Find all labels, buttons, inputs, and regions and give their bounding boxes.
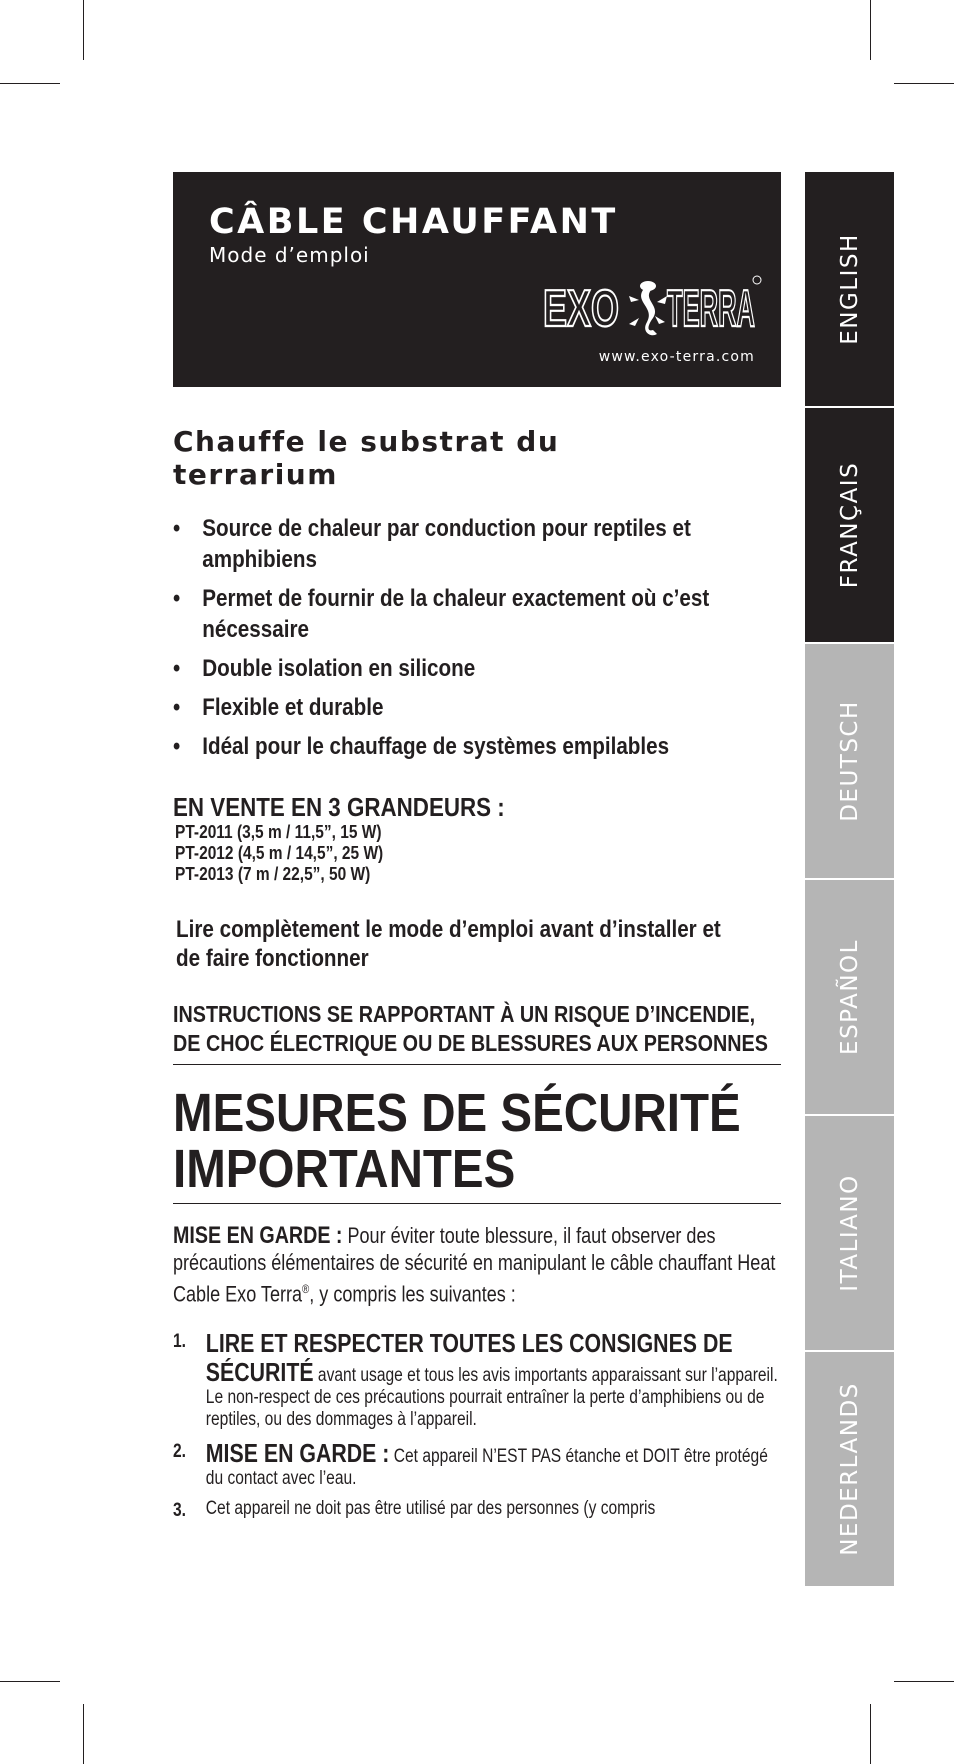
document-body	[173, 425, 781, 1528]
registered-mark: ®	[302, 1282, 310, 1296]
exo-terra-logo	[543, 266, 763, 346]
item-text: Cet appareil ne doit pas être utilisé par des personnes (y compris	[205, 1498, 656, 1520]
instruction-item	[173, 1498, 781, 1520]
crop-mark	[0, 1681, 60, 1682]
product-subheading: Chauffe le substrat du terrarium	[173, 425, 560, 491]
instruction-item	[173, 1329, 781, 1431]
crop-mark	[870, 0, 871, 60]
tab-label: DEUTSCH	[836, 700, 863, 822]
document-subtitle: Mode d’emploi	[209, 243, 370, 267]
item-text: avant usage et tous les avis importants apparaissant sur l’appareil. Le non-respect de ces précautions pourrait entraîner la perte d’amphibiens ou de reptiles, ou des dommages à l’appareil.	[205, 1365, 778, 1431]
read-instructions-note: Lire complètement le mode d’emploi avant d’installer et de faire fonctionner	[176, 916, 721, 972]
risk-warning: INSTRUCTIONS SE RAPPORTANT À UN RISQUE D’INCENDIE, DE CHOC ÉLECTRIQUE OU DE BLESSURES AUX PERSONNES	[173, 1001, 768, 1056]
crop-mark	[0, 83, 60, 84]
item-number: 3.	[173, 1500, 187, 1522]
svg-text:EXO: EXO	[543, 280, 619, 338]
document-title: CÂBLE CHAUFFANT	[209, 202, 618, 242]
feature-item: • Double isolation en silicone	[173, 653, 775, 684]
item-text: Cet appareil N’EST PAS étanche et DOIT être protégé du contact avec l’eau.	[205, 1446, 768, 1490]
crop-mark	[83, 1704, 84, 1764]
item-number: 1.	[173, 1331, 187, 1353]
tab-label: ESPAÑOL	[836, 939, 863, 1055]
feature-item: • Source de chaleur par conduction pour reptiles et amphibiens	[173, 513, 775, 575]
tab-espanol[interactable]	[805, 880, 894, 1114]
language-tabs	[805, 172, 894, 1588]
caution-paragraph	[173, 1222, 781, 1307]
item-heading: MISE EN GARDE :	[205, 1438, 390, 1469]
feature-list	[173, 513, 781, 762]
tab-english[interactable]	[805, 172, 894, 406]
tab-francais[interactable]	[805, 408, 894, 642]
caution-text: Pour éviter toute blessure, il faut observer des précautions élémentaires de sécurité en manipulant le câble chauffant Heat Cable Exo Terra	[173, 1223, 776, 1307]
item-number: 2.	[173, 1441, 187, 1463]
sizes-heading: EN VENTE EN 3 GRANDEURS :	[173, 792, 505, 822]
safety-title: MESURES DE SÉCURITÉ IMPORTANTES	[173, 1083, 741, 1199]
tab-deutsch[interactable]	[805, 644, 894, 878]
tab-nederlands[interactable]	[805, 1352, 894, 1586]
size-item: PT-2012 (4,5 m / 14,5”, 25 W)	[175, 843, 384, 863]
tab-label: NEDERLANDS	[836, 1382, 863, 1556]
website-url: www.exo-terra.com	[598, 349, 755, 365]
feature-item: • Permet de fournir de la chaleur exactement où c’est nécessaire	[173, 583, 775, 645]
crop-mark	[894, 83, 954, 84]
feature-item: • Flexible et durable	[173, 692, 775, 723]
safety-instructions-list	[173, 1329, 781, 1520]
size-item: PT-2013 (7 m / 22,5”, 50 W)	[175, 864, 371, 884]
item-heading: LIRE ET RESPECTER TOUTES LES CONSIGNES DE SÉCURITÉ	[205, 1328, 733, 1388]
crop-mark	[894, 1681, 954, 1682]
crop-mark	[870, 1704, 871, 1764]
title-banner	[173, 172, 781, 387]
crop-mark	[83, 0, 84, 60]
divider	[173, 1203, 781, 1204]
size-item: PT-2011 (3,5 m / 11,5”, 15 W)	[175, 822, 382, 842]
feature-item: • Idéal pour le chauffage de systèmes empilables	[173, 731, 775, 762]
divider	[173, 1064, 781, 1065]
tab-label: FRANÇAIS	[836, 461, 863, 589]
sizes-list	[173, 822, 781, 885]
tab-label: ENGLISH	[836, 233, 863, 345]
caution-text: , y compris les suivantes :	[309, 1281, 516, 1307]
instruction-item	[173, 1439, 781, 1490]
tab-label: ITALIANO	[836, 1174, 863, 1292]
caution-label: MISE EN GARDE :	[173, 1222, 343, 1249]
tab-italiano[interactable]	[805, 1116, 894, 1350]
svg-text:TERRA: TERRA	[667, 280, 755, 338]
